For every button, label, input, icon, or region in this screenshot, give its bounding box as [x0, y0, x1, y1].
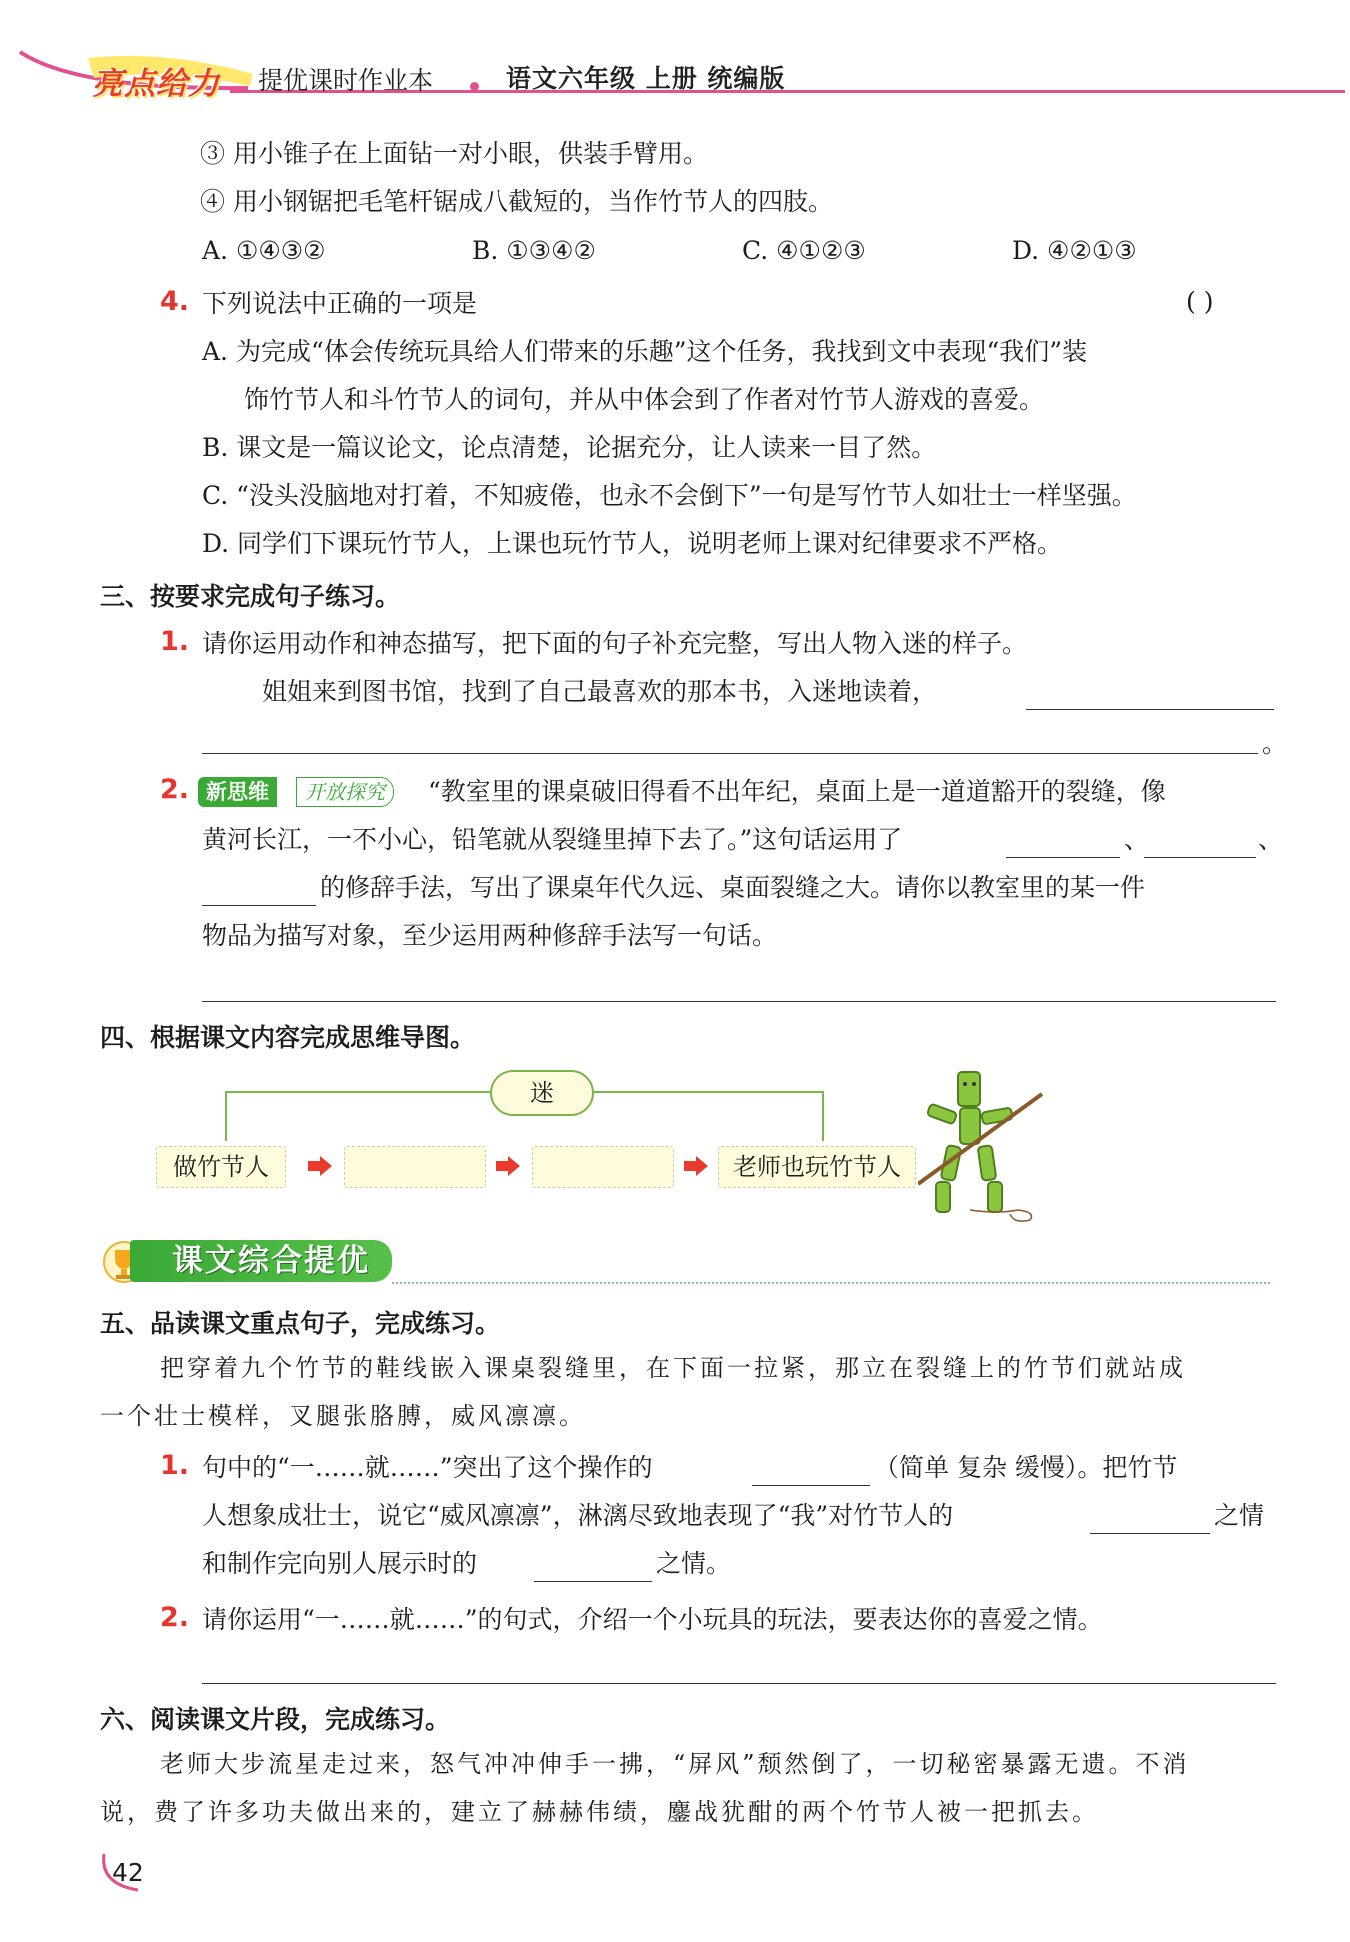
q3-option-c: C. ④①②③ [742, 236, 866, 265]
s5-passage-line2: 一个壮士模样，叉腿张胳膊，威风凛凛。 [100, 1402, 586, 1430]
mindmap-node-blank-2[interactable] [532, 1146, 674, 1188]
s5-q2-answer-line[interactable] [202, 1683, 1276, 1684]
s3-q2-line3: 的修辞手法，写出了课桌年代久远、桌面裂缝之大。请你以教室里的某一件 [320, 873, 1146, 902]
q3-step4: ④ 用小钢锯把毛笔杆锯成八截短的，当作竹节人的四肢。 [200, 187, 833, 216]
s5-q2-stem: 请你运用“一……就……”的句式，介绍一个小玩具的玩法，要表达你的喜爱之情。 [202, 1605, 1103, 1634]
s3-q2-sep-1: 、 [1124, 825, 1150, 854]
s3-q2-number: 2. [160, 774, 190, 805]
s3-q2-sep-2: 、 [1258, 825, 1284, 854]
s3-q1-number: 1. [160, 626, 190, 657]
arrow-right-icon [496, 1156, 520, 1176]
s5-q1-blank-1[interactable] [752, 1485, 870, 1486]
s3-q2-blank-3[interactable] [202, 905, 316, 906]
banner-dotted-rule [392, 1282, 1270, 1284]
brand-logo-text: 亮点给力 [92, 66, 220, 102]
q3-step3: ③ 用小锥子在上面钻一对小眼，供装手臂用。 [200, 139, 708, 168]
mindmap-node-blank-1[interactable] [344, 1146, 486, 1188]
bamboo-figure-icon [918, 1064, 1048, 1224]
header-dot [470, 82, 479, 91]
mindmap-node-teacher: 老师也玩竹节人 [718, 1146, 916, 1188]
s3-q1-end-mark: 。 [1262, 729, 1288, 758]
open-inquiry-badge: 开放探究 [296, 777, 394, 807]
s3-q1-sentence: 姐姐来到图书馆，找到了自己最喜欢的那本书，入迷地读着， [262, 677, 938, 706]
s5-q1-line1a: 句中的“一……就……”突出了这个操作的 [202, 1453, 653, 1482]
s5-q1-line2a: 人想象成壮士，说它“威风凛凛”，淋漓尽致地表现了“我”对竹节人的 [202, 1501, 954, 1530]
s5-q1-line3a: 和制作完向别人展示时的 [202, 1549, 478, 1578]
s5-q1-line1b: （简单 复杂 缓慢）。把竹节 [874, 1453, 1178, 1482]
s5-q2-number: 2. [160, 1602, 190, 1633]
s6-passage-line1: 老师大步流星走过来，怒气冲冲伸手一拂，“屏风”颓然倒了，一切秘密暴露无遗。不消 [160, 1750, 1190, 1778]
section5-title: 五、品读课文重点句子，完成练习。 [100, 1309, 501, 1338]
section6-title: 六、阅读课文片段，完成练习。 [100, 1705, 451, 1734]
section4-title: 四、根据课文内容完成思维导图。 [100, 1023, 476, 1052]
section3-title: 三、按要求完成句子练习。 [100, 582, 401, 611]
q4-option-b: B. 课文是一篇议论文，论点清楚，论据充分，让人读来一目了然。 [202, 433, 937, 462]
s3-q2-blank-1[interactable] [1006, 857, 1120, 858]
q4-option-c: C. “没头没脑地对打着，不知疲倦，也永不会倒下”一句是写竹节人如壮士一样坚强。 [202, 481, 1137, 510]
mindmap-center-node: 迷 [490, 1070, 594, 1116]
s3-q1-answer-line-1[interactable] [1026, 709, 1274, 710]
s5-q1-line3b: 之情。 [656, 1549, 732, 1578]
s3-q2-blank-2[interactable] [1144, 857, 1256, 858]
s3-q2-line4: 物品为描写对象，至少运用两种修辞手法写一句话。 [202, 921, 778, 950]
q3-option-b: B. ①③④② [472, 236, 596, 265]
s3-q1-answer-line-2[interactable] [202, 753, 1258, 754]
arrow-right-icon [684, 1156, 708, 1176]
page-number: 42 [112, 1858, 144, 1887]
arrow-right-icon [308, 1156, 332, 1176]
q4-option-a-line1: A. 为完成“体会传统玩具给人们带来的乐趣”这个任务，我找到文中表现“我们”装 [202, 337, 1088, 366]
s3-q2-line1: “教室里的课桌破旧得看不出年纪，桌面上是一道道豁开的裂缝，像 [428, 777, 1166, 806]
s6-passage-line2: 说，费了许多功夫做出来的，建立了赫赫伟绩，鏖战犹酣的两个竹节人被一把抓去。 [100, 1798, 1099, 1826]
q4-option-d: D. 同学们下课玩竹节人，上课也玩竹节人，说明老师上课对纪律要求不严格。 [202, 529, 1063, 558]
s5-passage-line1: 把穿着九个竹节的鞋线嵌入课桌裂缝里，在下面一拉紧，那立在裂缝上的竹节们就站成 [160, 1354, 1186, 1382]
s5-q1-line2b: 之情 [1214, 1501, 1265, 1530]
s3-q2-answer-line[interactable] [202, 1001, 1276, 1002]
q4-option-a-line2: 饰竹节人和斗竹节人的词句，并从中体会到了作者对竹节人游戏的喜爱。 [244, 385, 1045, 414]
course-title: 语文六年级 上册 统编版 [506, 64, 786, 93]
section-banner-title: 课文综合提优 [172, 1243, 370, 1279]
s5-q1-blank-3[interactable] [534, 1581, 652, 1582]
s5-q1-number: 1. [160, 1450, 190, 1481]
s5-q1-blank-2[interactable] [1090, 1533, 1210, 1534]
q3-option-a: A. ①④③② [202, 236, 326, 265]
q4-answer-paren[interactable]: ( ) [1186, 287, 1214, 316]
q4-stem: 下列说法中正确的一项是 [202, 289, 478, 318]
new-thinking-badge: 新思维 [198, 777, 277, 807]
s3-q1-stem: 请你运用动作和神态描写，把下面的句子补充完整，写出人物入迷的样子。 [202, 629, 1028, 658]
q3-option-d: D. ④②①③ [1012, 236, 1137, 265]
mindmap-node-make: 做竹节人 [156, 1146, 286, 1188]
q4-number: 4. [160, 286, 190, 317]
book-subtitle: 提优课时作业本 [258, 66, 434, 95]
s3-q2-line2: 黄河长江，一不小心，铅笔就从裂缝里掉下去了。”这句话运用了 [202, 825, 903, 854]
